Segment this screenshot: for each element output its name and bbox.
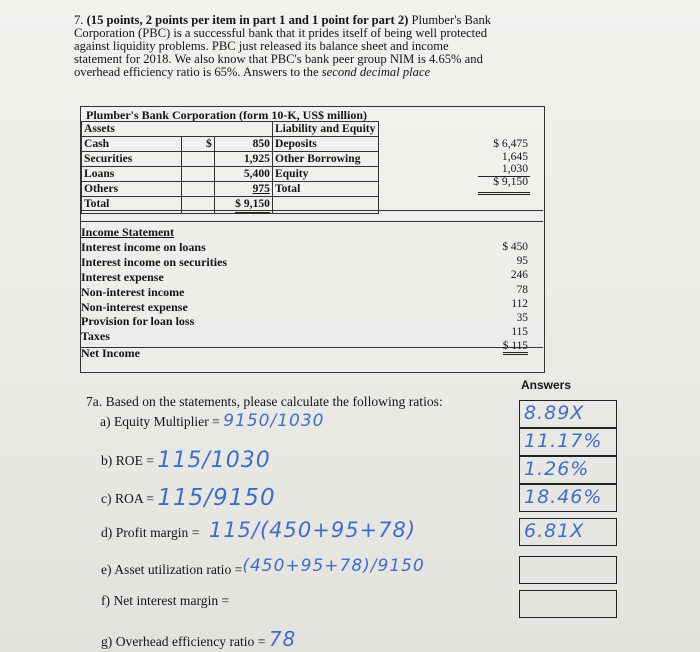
answer-box-b[interactable] <box>519 428 617 456</box>
answer-box-c[interactable] <box>519 456 617 484</box>
income-row-label: Non-interest income <box>81 284 185 299</box>
table-row <box>82 167 379 182</box>
asset-value: 1,925 <box>214 152 272 167</box>
answer-box-g[interactable] <box>519 590 617 618</box>
ratio-item-g <box>101 627 296 651</box>
liability-value: $ 6,475 <box>493 137 528 150</box>
income-row-value: 115 <box>511 326 528 339</box>
income-row-label: Taxes <box>81 329 110 344</box>
question-text-line5: overhead efficiency ratio is 65%. Answers to the <box>74 65 319 79</box>
liability-values <box>470 138 528 188</box>
divider <box>80 210 543 211</box>
ratio-item-e <box>101 556 425 579</box>
balance-sheet-title: Plumber's Bank Corporation (form 10-K, US$ million) <box>86 108 367 122</box>
answer-box-d[interactable] <box>519 484 617 512</box>
net-income-value: $ 115 <box>503 340 528 355</box>
ratio-item-c <box>101 483 276 509</box>
table-row <box>82 182 379 197</box>
balance-sheet-table <box>81 121 379 214</box>
table-row <box>82 152 379 167</box>
income-row-value: 246 <box>510 269 528 282</box>
liability-value: 1,030 <box>501 162 528 175</box>
ratio-item-a <box>100 411 324 431</box>
income-row-label: Interest income on loans <box>81 239 206 254</box>
ratio-item-b <box>101 446 271 471</box>
answers-title: Answers <box>521 378 572 392</box>
ratio-label: d) Profit margin = <box>101 525 200 540</box>
income-row-label: Provision for loan loss <box>81 314 195 329</box>
handwritten-work: 115/(450+95+78) <box>208 518 417 542</box>
handwritten-work: 9150/1030 <box>223 411 325 431</box>
divider <box>80 347 543 348</box>
total-label: Total <box>82 197 182 214</box>
liability-label: Deposits <box>272 137 378 152</box>
double-rule <box>478 192 530 195</box>
ratio-label: f) Net interest margin = <box>101 593 230 608</box>
question-points: (15 points, 2 points per item in part 1 and 1 point for part 2) <box>86 13 409 27</box>
question-text-line1: Plumber's Bank <box>411 13 492 27</box>
question-text-emphasis: second decimal place <box>321 65 431 79</box>
ratio-item-d <box>101 518 417 542</box>
answer-b: 11.17% <box>524 430 603 452</box>
liability-label: Total <box>272 182 378 197</box>
handwritten-work: 115/1030 <box>157 448 271 473</box>
question-text-line2: Corporation (PBC) is a successful bank that it prides itself of being well protected <box>74 26 488 40</box>
income-row-label: Net Income <box>81 346 140 361</box>
answer-box-f[interactable] <box>519 556 617 584</box>
asset-label: Securities <box>82 152 182 167</box>
income-statement-values <box>484 240 528 355</box>
table-row <box>82 122 379 137</box>
income-statement-title: Income Statement <box>81 225 174 239</box>
asset-label: Cash <box>82 137 182 152</box>
ratio-label: e) Asset utilization ratio = <box>101 562 243 577</box>
handwritten-work: 115/9150 <box>157 485 276 511</box>
answer-a: 8.89X <box>524 402 585 424</box>
income-row-label: Interest expense <box>81 269 164 284</box>
question-text-line3: against liquidity problems. PBC just released its balance sheet and income <box>74 39 449 53</box>
asset-value: 5,400 <box>214 167 272 182</box>
divider <box>80 221 543 222</box>
part-a-intro: 7a. Based on the statements, please calculate the following ratios: <box>86 394 443 409</box>
liability-label: Equity <box>272 167 378 182</box>
liability-value: $ 9,150 <box>493 174 528 188</box>
handwritten-work: (450+95+78)/9150 <box>242 556 425 576</box>
ratio-item-f <box>101 593 229 609</box>
income-row-value: 112 <box>511 297 528 310</box>
answer-box-e[interactable] <box>519 518 617 546</box>
ratio-label: c) ROA = <box>101 491 154 506</box>
income-row-value: 35 <box>516 312 528 325</box>
answer-e: 6.81X <box>524 520 585 542</box>
ratio-label: b) ROE = <box>101 453 154 468</box>
question-header <box>74 14 544 79</box>
liability-value: 1,645 <box>501 149 528 163</box>
answer-d: 18.46% <box>524 486 603 508</box>
asset-label: Others <box>82 182 182 197</box>
liability-label: Other Borrowing <box>272 152 378 167</box>
answer-box-a[interactable] <box>519 400 617 428</box>
ratio-label: a) Equity Multiplier = <box>100 414 220 429</box>
total-assets-value: $ 9,150 <box>235 198 270 213</box>
assets-header: Assets <box>82 122 273 137</box>
asset-label: Loans <box>82 167 182 182</box>
table-row <box>82 137 379 152</box>
question-text-line4: statement for 2018. We also know that PBC's bank peer group NIM is 4.65% and <box>74 52 483 66</box>
income-row-label: Non-interest expense <box>81 299 188 314</box>
question-number: 7. <box>74 13 84 27</box>
liability-header: Liability and Equity <box>272 122 378 137</box>
income-statement-labels <box>81 225 321 361</box>
underline-rule <box>478 176 530 177</box>
asset-value: 975 <box>252 182 270 195</box>
asset-dollar: $ <box>182 137 215 152</box>
income-row-value: 95 <box>516 255 528 268</box>
answer-c: 1.26% <box>524 458 590 480</box>
income-row-value: 78 <box>516 283 528 296</box>
ratio-label: g) Overhead efficiency ratio = <box>101 634 266 649</box>
income-row-label: Interest income on securities <box>81 254 228 269</box>
income-row-value: $ 450 <box>502 241 528 253</box>
handwritten-work: 78 <box>268 627 297 651</box>
asset-value: 850 <box>214 137 272 152</box>
